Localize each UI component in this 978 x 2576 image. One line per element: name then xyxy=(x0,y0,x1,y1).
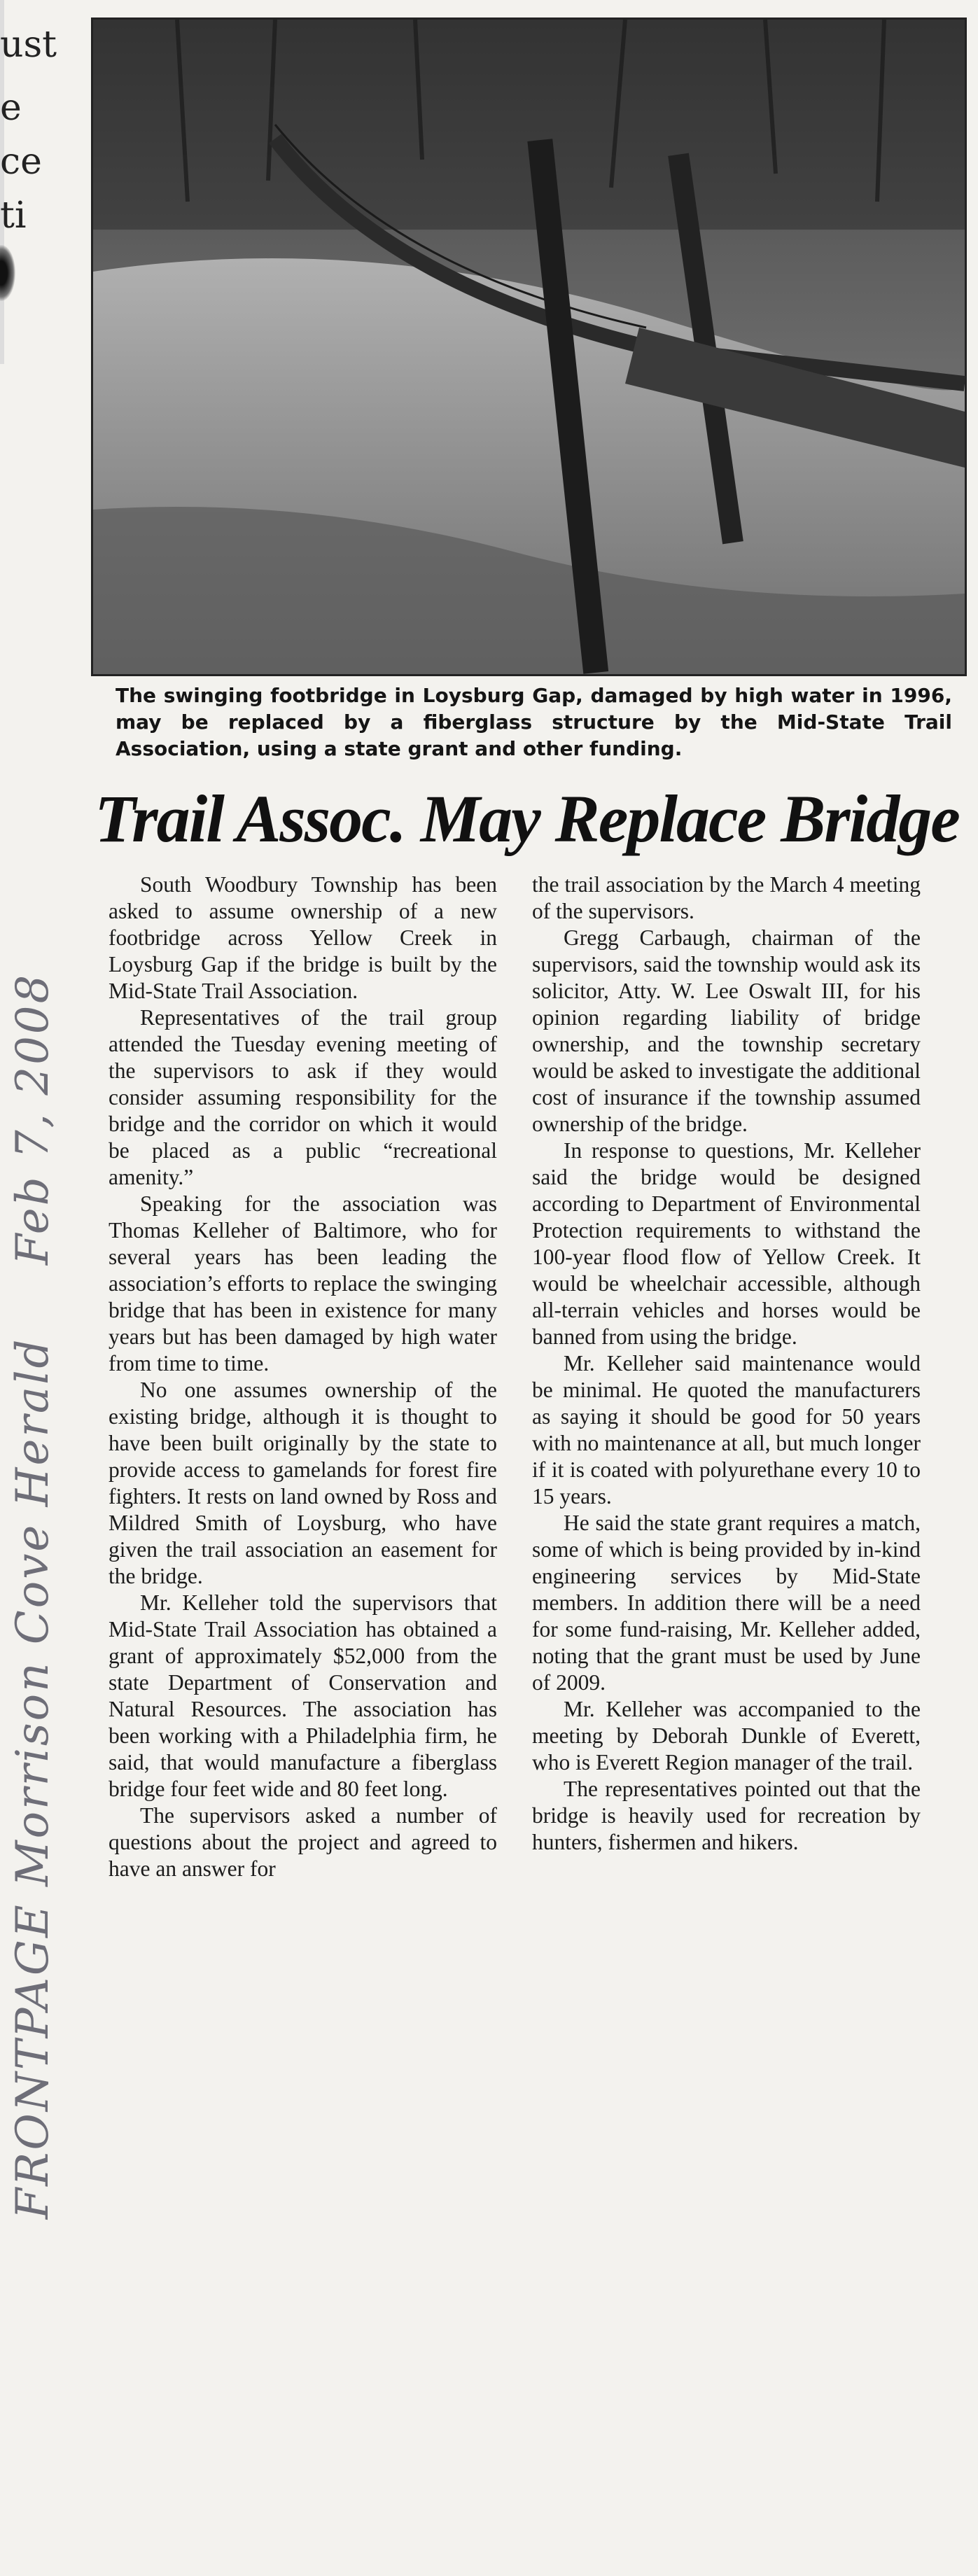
article-paragraph: He said the state grant requires a match, some of which is being provided by in-kind engineering services by Mid-State members. In addition there will be a need for some fund-raising, Mr. Kelleher added, noting that the grant must be used by June of 2009. xyxy=(532,1511,921,1695)
article-paragraph: Speaking for the association was Thomas Kelleher of Baltimore, who for several years has been leading the association’s efforts to replace the swinging bridge that has been in existence for many years but has been damaged by high water from time to time. xyxy=(109,1191,497,1376)
photo-illustration xyxy=(93,20,965,674)
edge-fragment: e xyxy=(0,87,22,129)
tree-line xyxy=(93,20,965,230)
article-paragraph: South Woodbury Township has been asked to assume ownership of a new footbridge across Yellow Creek in Loysburg Gap if the bridge is built by the Mid-State Trail Association. xyxy=(109,872,497,1003)
article-paragraph: The supervisors asked a number of questions about the project and agreed to have an answer for xyxy=(109,1803,497,1881)
edge-ink-blot xyxy=(0,245,15,301)
article-column-right xyxy=(532,872,921,1856)
article-paragraph: The representatives pointed out that the bridge is heavily used for recreation by hunters, fishermen and hikers. xyxy=(532,1777,921,1854)
article-paragraph: Representatives of the trail group attended the Tuesday evening meeting of the supervisors to ask if they would consider assuming responsibility for the bridge and the corridor on which it would be placed as a public “recreational amenity.” xyxy=(109,1005,497,1189)
edge-fragment: ti xyxy=(0,195,27,237)
article-paragraph: In response to questions, Mr. Kelleher said the bridge would be designed according to Department of Environmental Protection requirements to withstand the 100-year flood flow of Yellow Creek. It would be wheelchair accessible, although all-terrain vehicles and horses would be banned from using the bridge. xyxy=(532,1138,921,1349)
edge-fragment: ust xyxy=(0,24,57,66)
article-paragraph: Mr. Kelleher was accompanied to the meeting by Deborah Dunkle of Everett, who is Everett Region manager of the trail. xyxy=(532,1697,921,1774)
article-paragraph: the trail association by the March 4 meeting of the supervisors. xyxy=(532,872,921,923)
handwritten-source-note xyxy=(7,616,63,2576)
handwritten-date: Feb 7, 2008 xyxy=(7,972,59,1266)
article-paragraph: Mr. Kelleher said maintenance would be minimal. He quoted the manufacturers as saying it should be good for 50 years with no maintenance at all, but much longer if it is coated with polyurethane every 10 to 15 years. xyxy=(532,1351,921,1508)
photo-caption: The swinging footbridge in Loysburg Gap, damaged by high water in 1996, may be replaced by a fiberglass structure by the Mid-State Trail Association, using a state grant and other funding. xyxy=(116,684,952,760)
adjacent-clipping-edge xyxy=(0,0,57,364)
article-paragraph: Mr. Kelleher told the supervisors that Mid-State Trail Association has obtained a grant of approximately $52,000 from the state Department of Conservation and Natural Resources. The association has been working with a Philadelphia firm, he said, that would manufacture a fiberglass bridge four feet wide and 80 feet long. xyxy=(109,1590,497,1801)
article-paragraph: Gregg Carbaugh, chairman of the supervisors, said the township would ask its solicitor, Atty. W. Lee Oswalt III, for his opinion regarding liability of bridge ownership, and the township secretary would be asked to investigate the additional cost of insurance if the township assumed ownership of the bridge. xyxy=(532,925,921,1136)
article-column-left xyxy=(109,872,497,1882)
article-paragraph: No one assumes ownership of the existing bridge, although it is thought to have been built originally by the state to provide access to gamelands for forest fire fighters. It rests on land owned by Ross and Mildred Smith of Loysburg, who have given the trail association an easement for the bridge. xyxy=(109,1378,497,1588)
article-headline: Trail Assoc. May Replace Bridge xyxy=(95,781,959,856)
edge-fragment: ce xyxy=(0,141,42,183)
handwritten-source: FRONTPAGE Morrison Cove Herald xyxy=(7,1337,59,2220)
swinging-footbridge-photo xyxy=(91,18,967,676)
